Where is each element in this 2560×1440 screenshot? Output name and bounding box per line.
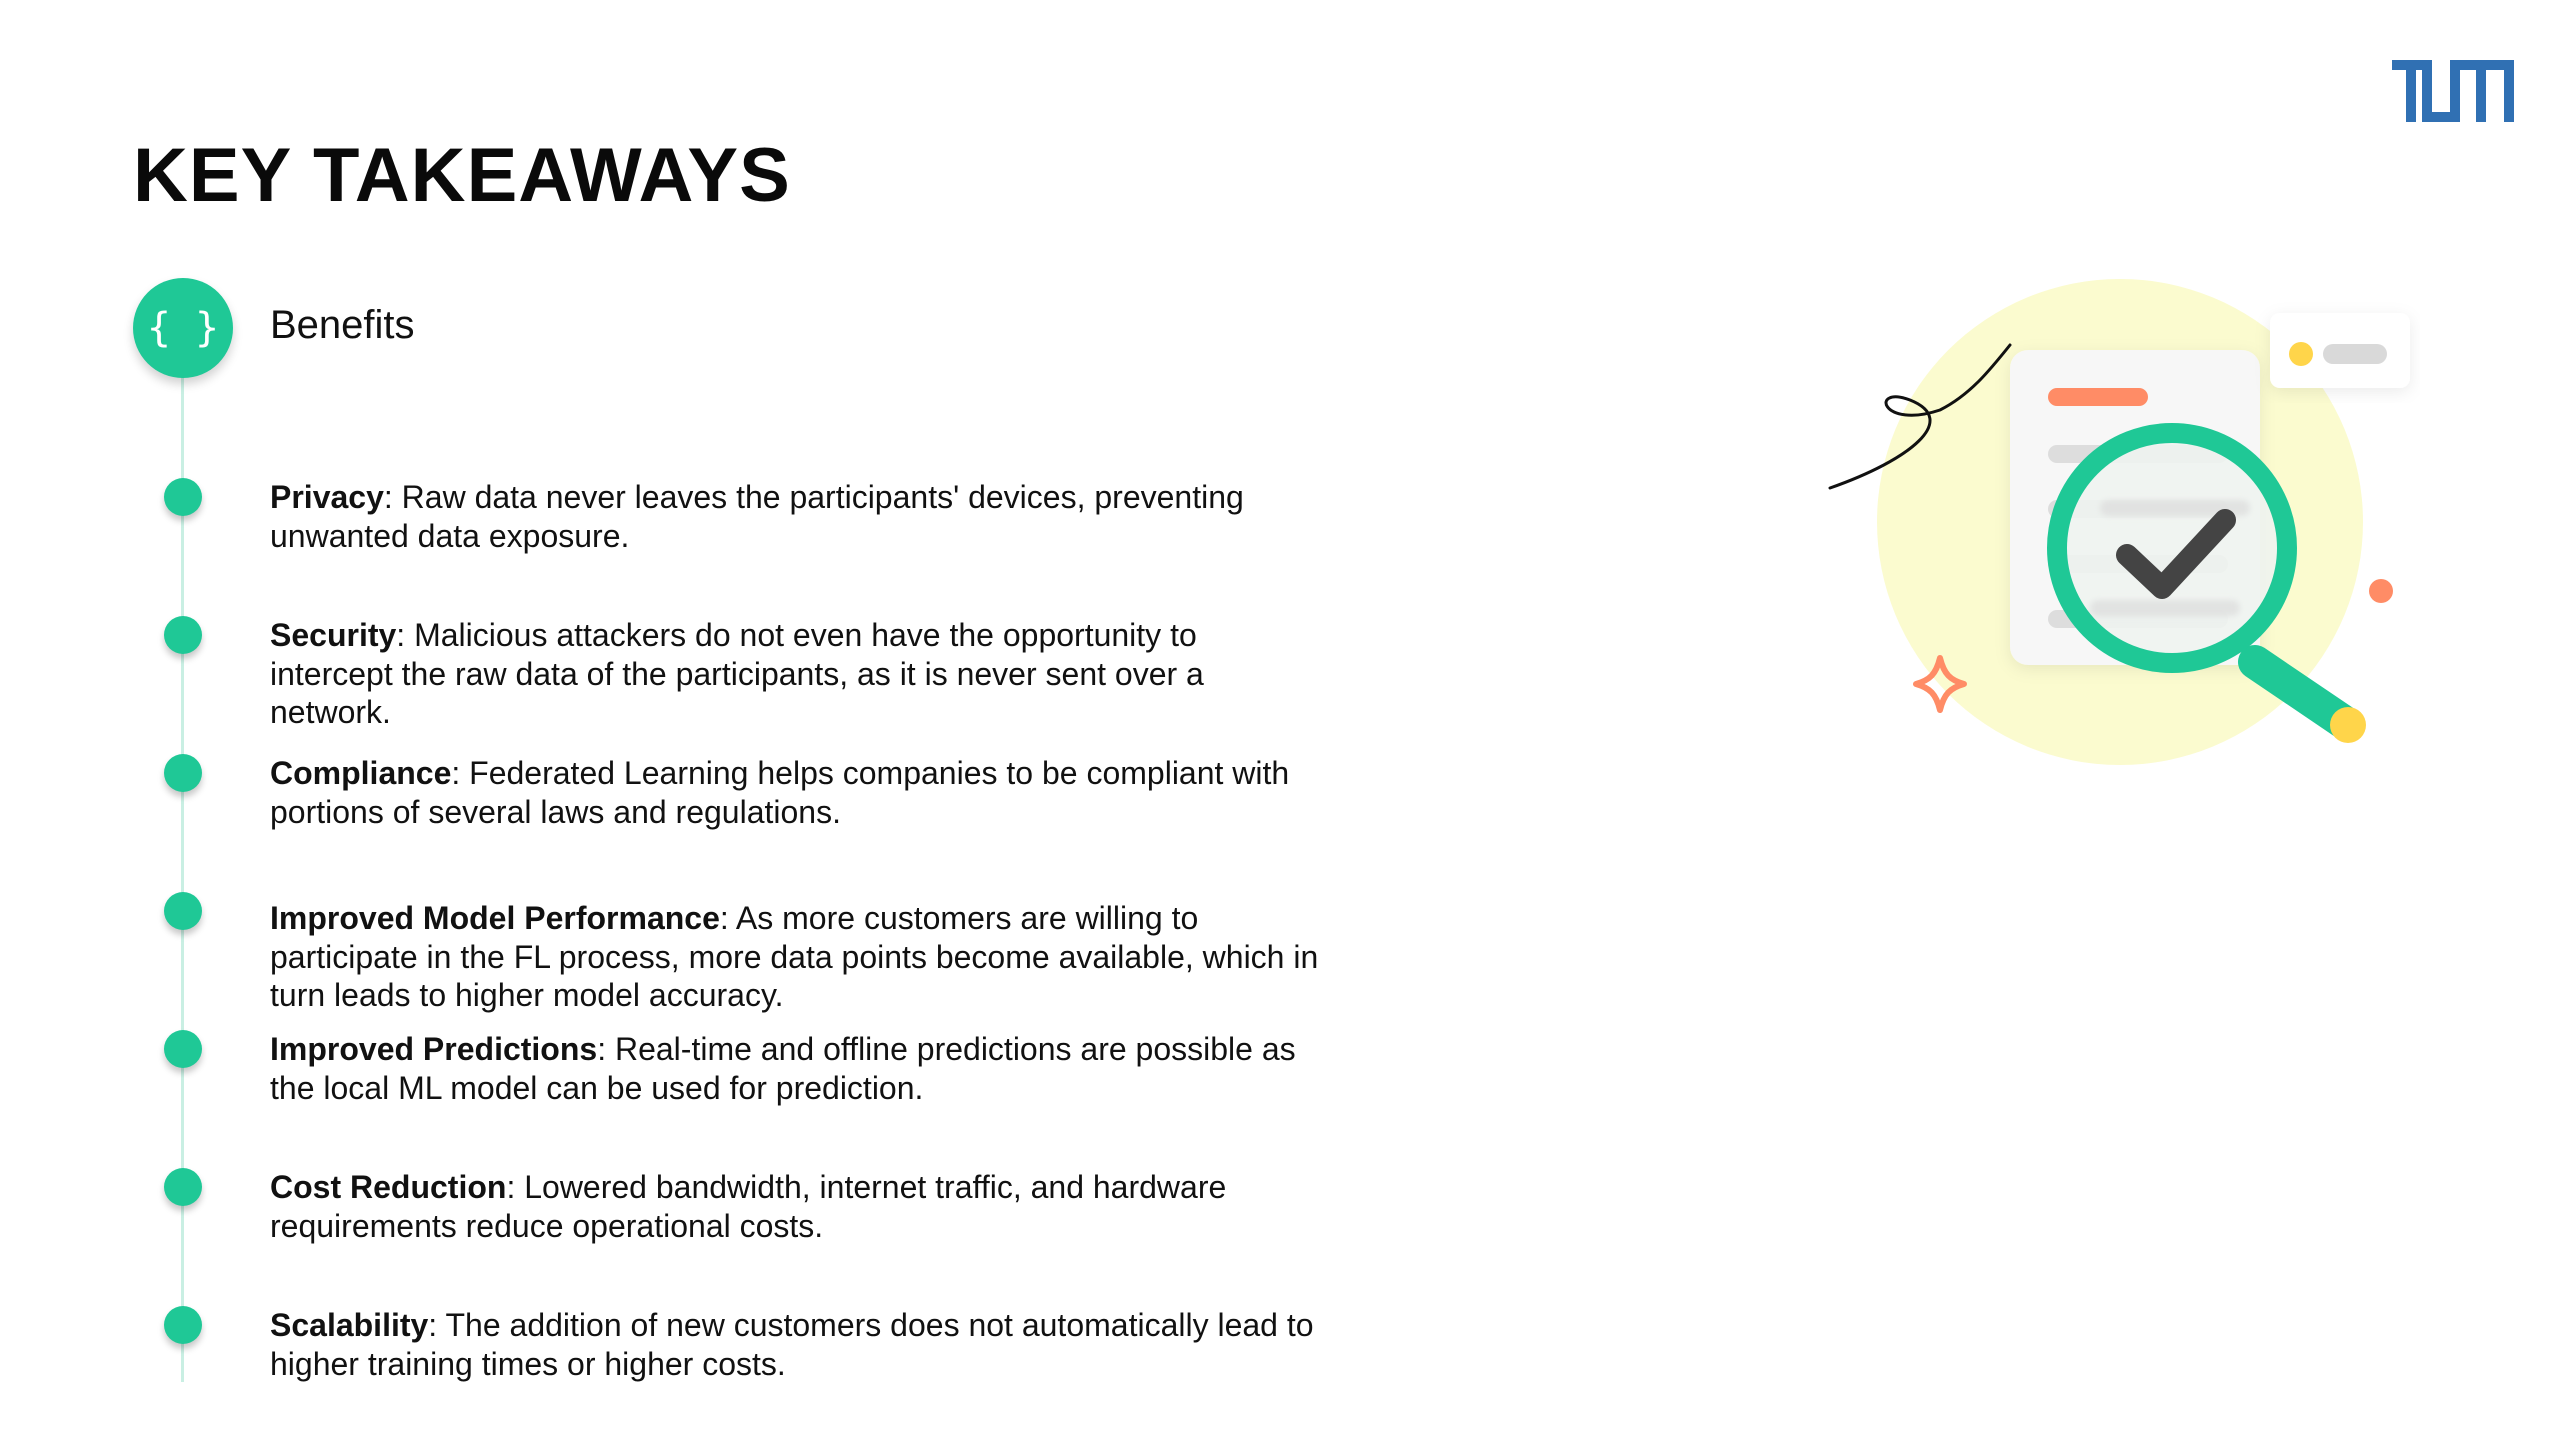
benefit-term: Compliance — [270, 755, 452, 791]
benefit-text: : Malicious attackers do not even have the opportunity to intercept the raw data of the participants, as it is never sent over a network. — [270, 617, 1204, 730]
timeline-dot — [164, 478, 202, 516]
timeline-dot — [164, 1030, 202, 1068]
benefit-item-compliance — [270, 754, 1320, 831]
benefit-item-security — [270, 616, 1320, 732]
timeline-dot — [164, 616, 202, 654]
curly-braces-icon: { } — [133, 278, 233, 378]
benefit-item-improved-model-performance — [270, 899, 1320, 1015]
benefit-text: : Federated Learning helps companies to be compliant with portions of several laws and regulations. — [270, 755, 1290, 830]
benefit-item-improved-predictions — [270, 1030, 1320, 1107]
magnifier-handle-tip — [2330, 707, 2366, 743]
page-title: KEY TAKEAWAYS — [133, 133, 791, 218]
benefit-text: : Raw data never leaves the participants' devices, preventing unwanted data exposure. — [270, 479, 1244, 554]
document-heading-line — [2048, 388, 2148, 406]
benefit-term: Improved Predictions — [270, 1031, 598, 1067]
benefit-text: : The addition of new customers does not automatically lead to higher training times or higher costs. — [270, 1307, 1314, 1382]
benefit-item-scalability — [270, 1306, 1320, 1383]
benefit-term: Scalability — [270, 1307, 429, 1343]
timeline-dot — [164, 892, 202, 930]
status-line — [2323, 344, 2387, 364]
benefit-term: Security — [270, 617, 397, 653]
orange-dot — [2369, 579, 2393, 603]
timeline-line — [181, 370, 184, 1382]
benefit-text: : As more customers are willing to participate in the FL process, more data points become available, which in turn leads to higher model accuracy. — [270, 900, 1319, 1013]
tum-logo — [2392, 60, 2514, 122]
benefit-text: : Real-time and offline predictions are possible as the local ML model can be used for prediction. — [270, 1031, 1296, 1106]
magnifying-glass-checkmark-illustration — [1800, 270, 2420, 790]
benefit-term: Improved Model Performance — [270, 900, 720, 936]
timeline-dot — [164, 1168, 202, 1206]
benefit-item-cost-reduction — [270, 1168, 1320, 1245]
benefit-term: Cost Reduction — [270, 1169, 507, 1205]
status-dot — [2289, 342, 2313, 366]
timeline-dot — [164, 754, 202, 792]
timeline-dot — [164, 1306, 202, 1344]
benefit-term: Privacy — [270, 479, 384, 515]
section-heading-benefits: Benefits — [270, 303, 415, 347]
benefit-text: : Lowered bandwidth, internet traffic, and hardware requirements reduce operational costs. — [270, 1169, 1227, 1244]
benefit-item-privacy — [270, 478, 1320, 555]
